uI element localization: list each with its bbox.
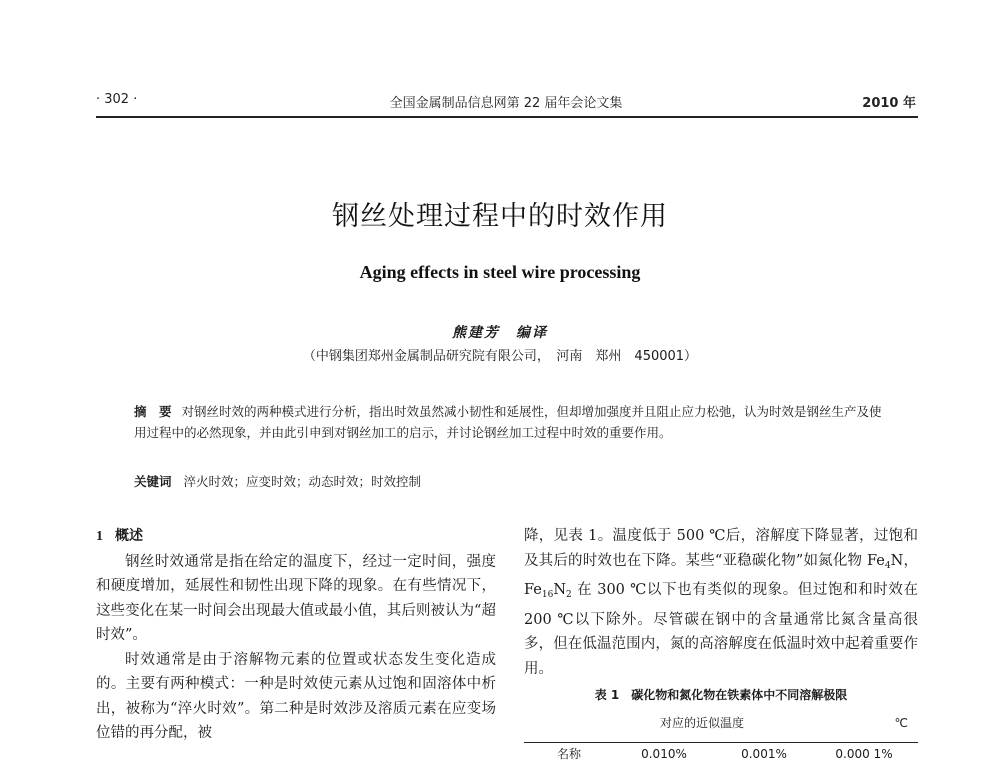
section-title: 概述	[115, 528, 143, 544]
page-number: · 302 ·	[96, 92, 138, 107]
table-unit: ℃	[894, 715, 908, 730]
body-paragraph-continued: 降，见表 1。温度低于 500 ℃后，溶解度下降显著，过饱和及其后的时效也在下降。某些“亚稳碳化物”如氮化物 $Fe_4N$，$Fe_{16}N_2$ 在 300 ℃以下也有类似的现象。但过饱和和时效在 200 ℃以下除外。尽管碳在钢中的含量通常比氮含量高很多，但在低温范围内，氮的高溶解度在低温时效中起着重要作用。	[524, 528, 918, 677]
table-header-cell: 0.010%	[641, 746, 687, 761]
conference-title: 全国金属制品信息网第 22 届年会论文集	[389, 96, 623, 111]
publication-year: 2010 年	[862, 96, 916, 111]
table-header-cell: 0.000 1%	[835, 746, 893, 761]
header-divider	[96, 116, 918, 118]
section-number: 1	[96, 529, 103, 544]
keywords-label: 关键词	[134, 474, 172, 489]
paper-title-english: Aging effects in steel wire processing	[359, 262, 641, 282]
abstract-text: 对钢丝时效的两种模式进行分析，指出时效虽然减小韧性和延展性，但却增加强度并且阻止应力松弛，认为时效是钢丝生产及使用过程中的必然现象，并由此引申到对钢丝加工的启示，并讨论钢丝加工过程中时效的重要作用。	[134, 404, 882, 440]
table-header-cell: 0.001%	[741, 746, 787, 761]
author-name: 熊建芳 编译	[452, 325, 548, 341]
keywords-text: 淬火时效；应变时效；动态时效；时效控制	[183, 474, 422, 489]
table-caption: 表 1 碳化物和氮化物在铁素体中不同溶解极限	[594, 688, 848, 702]
table-subheader: 对应的近似温度 ℃	[524, 708, 918, 732]
paper-title-chinese: 钢丝处理过程中的时效作用	[332, 201, 668, 232]
table-header-row	[524, 743, 918, 765]
right-column	[524, 524, 918, 765]
table-header-cell: 名称	[556, 746, 581, 761]
keywords	[134, 472, 892, 490]
section-heading	[96, 524, 496, 550]
body-paragraph: 时效通常是由于溶解物元素的位置或状态发生变化造成的。主要有两种模式：一种是时效使元素从过饱和固溶体中析出，被称为“淬火时效”。第二种是时效涉及溶质元素在应变场位错的再分配，被	[96, 651, 496, 741]
abstract-label: 摘 要	[134, 404, 172, 419]
author-affiliation: （中钢集团郑州金属制品研究院有限公司， 河南 郑州 450001）	[302, 349, 698, 364]
left-column	[96, 524, 496, 746]
body-paragraph: 钢丝时效通常是指在给定的温度下，经过一定时间，强度和硬度增加，延展性和韧性出现下降的现象。在有些情况下，这些变化在某一时间会出现最大值或最小值，其后则被认为“超时效”。	[96, 553, 496, 643]
running-header	[96, 88, 916, 114]
abstract	[134, 401, 892, 443]
